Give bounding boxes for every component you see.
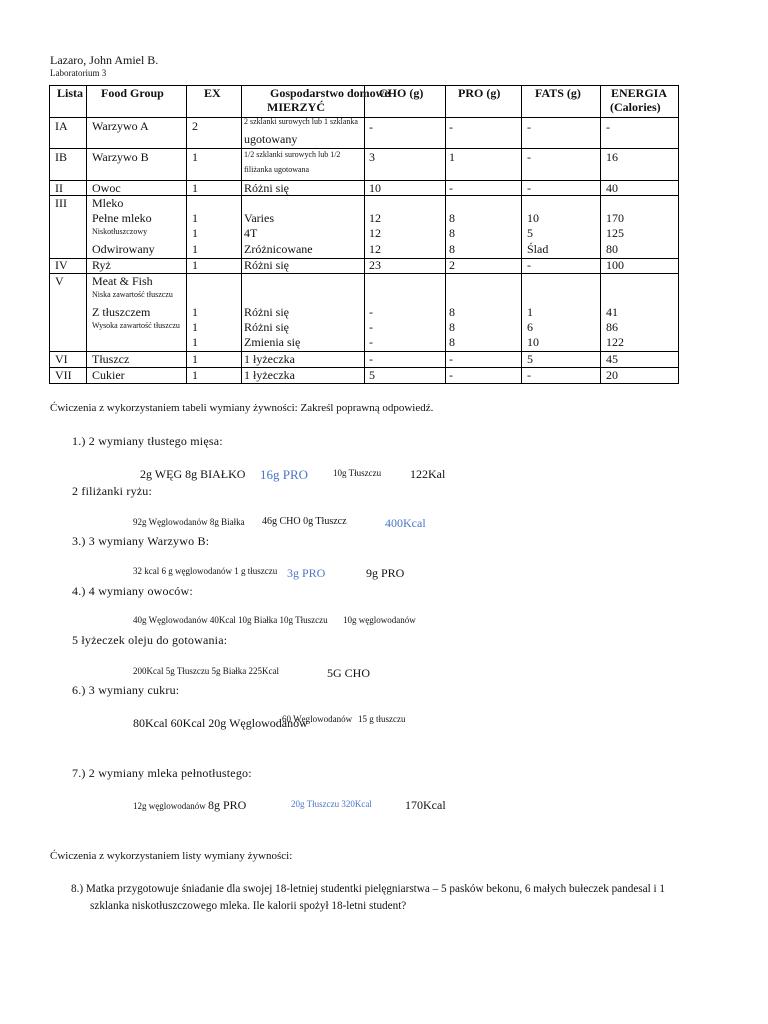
- row-iii-sub3-ex: 1: [192, 242, 198, 256]
- row-ia-measure-small: 2 szklanki surowych lub 1 szklanka: [244, 117, 358, 126]
- row-vi-group: Tłuszcz: [92, 352, 130, 366]
- row-ib-measure-2: filiżanka ugotowana: [244, 165, 310, 174]
- row-v-sub1-cho: -: [369, 305, 373, 319]
- row-ii-cho: 10: [369, 181, 381, 195]
- row-ib-cho: 3: [369, 150, 375, 164]
- question-2: 2 filiżanki ryżu:: [72, 484, 153, 498]
- row-iii-sub3-pro: 8: [449, 242, 455, 256]
- row-iv-measure: Różni się: [244, 258, 289, 272]
- header-energy-1: ENERGIA: [611, 86, 668, 100]
- row-vi-pro: -: [449, 352, 453, 366]
- row-vii-cho: 5: [369, 368, 375, 382]
- row-iv-energy: 100: [606, 258, 624, 272]
- row-vii-ex: 1: [192, 368, 198, 382]
- row-vii-measure: 1 łyżeczka: [244, 368, 295, 382]
- q2-answer-3[interactable]: 400Kcal: [385, 516, 426, 530]
- row-v-sub2-fats: 6: [527, 320, 533, 334]
- row-ia-pro: -: [449, 120, 453, 134]
- row-iii-sub3-cho: 12: [369, 242, 381, 256]
- row-v-group: Meat & Fish: [92, 274, 153, 288]
- row-v-sub1-name: Niska zawartość tłuszczu: [92, 290, 173, 299]
- row-ia-lista: IA: [55, 119, 68, 133]
- question-5: 5 łyżeczek oleju do gotowania:: [72, 633, 228, 647]
- header-household-1: Gospodarstwo domowe: [270, 86, 390, 100]
- question-3: 3.) 3 wymiany Warzywo B:: [72, 534, 210, 548]
- row-v-sub2-pro: 8: [449, 320, 455, 334]
- row-iii-sub1-pro: 8: [449, 211, 455, 225]
- row-vi-energy: 45: [606, 352, 618, 366]
- row-vii-group: Cukier: [92, 368, 125, 382]
- row-iii-sub1-cho: 12: [369, 211, 381, 225]
- header-pro: PRO (g): [458, 86, 501, 100]
- q3-answer-2[interactable]: 3g PRO: [287, 566, 326, 580]
- q7-answer-3[interactable]: 20g Tłuszczu 320Kcal: [291, 799, 372, 809]
- row-vi-ex: 1: [192, 352, 198, 366]
- row-vi-measure: 1 łyżeczka: [244, 352, 295, 366]
- row-v-sub1-measure: Różni się: [244, 305, 289, 319]
- row-ia-measure: ugotowany: [244, 132, 298, 146]
- row-v-sub2-measure: Różni się: [244, 320, 289, 334]
- row-v-sub3-fats: 10: [527, 335, 539, 349]
- header-cho: CHO (g): [379, 86, 424, 100]
- row-v-sub3-ex: 1: [192, 335, 198, 349]
- row-v-sub1-ex: 1: [192, 305, 198, 319]
- row-iv-group: Ryż: [92, 258, 111, 272]
- row-iii-sub3-measure: Zróżnicowane: [244, 242, 313, 256]
- header-food-group: Food Group: [101, 86, 164, 100]
- section-2-instruction: Ćwiczenia z wykorzystaniem listy wymiany żywności:: [50, 850, 293, 862]
- row-ib-measure-1: 1/2 szklanki surowych lub 1/2: [244, 150, 341, 159]
- row-iv-pro: 2: [449, 258, 455, 272]
- row-v-sub3-measure: Zmienia się: [244, 335, 301, 349]
- section-1-instruction: Ćwiczenia z wykorzystaniem tabeli wymiany żywności: Zakreśl poprawną odpowiedź.: [50, 402, 434, 414]
- q5-answer-2[interactable]: 5G CHO: [327, 666, 371, 680]
- row-v-sub3-pro: 8: [449, 335, 455, 349]
- row-iii-sub2-measure: 4T: [244, 226, 258, 240]
- question-7: 7.) 2 wymiany mleka pełnotłustego:: [72, 766, 252, 780]
- row-vi-fats: 5: [527, 352, 533, 366]
- row-ii-measure: Różni się: [244, 181, 289, 195]
- q3-answer-3[interactable]: 9g PRO: [366, 566, 405, 580]
- header-fats: FATS (g): [535, 86, 581, 100]
- q6-answer-3[interactable]: 15 g tłuszczu: [358, 714, 406, 724]
- row-v-sub1-fats: 1: [527, 305, 533, 319]
- row-iii-sub3-energy: 80: [606, 242, 618, 256]
- row-v-sub1-energy: 41: [606, 305, 618, 319]
- header-lista: Lista: [57, 86, 84, 100]
- q2-answer-1[interactable]: 92g Węglowodanów 8g Białka: [133, 517, 245, 527]
- row-iii-sub1-ex: 1: [192, 211, 198, 225]
- row-iii-group: Mleko: [92, 196, 124, 210]
- question-1: 1.) 2 wymiany tłustego mięsa:: [72, 434, 223, 448]
- row-iii-sub2-ex: 1: [192, 226, 198, 240]
- row-iv-cho: 23: [369, 258, 381, 272]
- question-4: 4.) 4 wymiany owoców:: [72, 584, 193, 598]
- row-ia-cho: -: [369, 120, 373, 134]
- lab-label: Laboratorium 3: [50, 68, 107, 78]
- row-iii-sub1-fats: 10: [527, 211, 539, 225]
- row-iii-sub1-name: Pełne mleko: [92, 211, 152, 225]
- student-name: Lazaro, John Amiel B.: [50, 53, 159, 67]
- header-household-2: MIERZYĆ: [267, 100, 326, 114]
- row-ii-energy: 40: [606, 181, 618, 195]
- q4-answer-1[interactable]: 40g Węglowodanów 40Kcal 10g Białka 10g Tłuszczu: [133, 615, 328, 625]
- row-v-lista: V: [55, 274, 64, 288]
- row-iii-sub2-energy: 125: [606, 226, 624, 240]
- row-v-sub3-cho: -: [369, 335, 373, 349]
- row-vi-cho: -: [369, 352, 373, 366]
- row-iii-sub2-name: Niskotłuszczowy: [92, 227, 148, 236]
- header-ex: EX: [204, 86, 221, 100]
- row-iii-sub2-pro: 8: [449, 226, 455, 240]
- row-v-sub1-pro: 8: [449, 305, 455, 319]
- q4-answer-2[interactable]: 10g węglowodanów: [343, 615, 416, 625]
- row-ib-group: Warzywo B: [92, 150, 149, 164]
- q1-answer-3[interactable]: 10g Tłuszczu: [333, 468, 382, 478]
- row-ib-ex: 1: [192, 150, 198, 164]
- row-ib-lista: IB: [55, 150, 67, 164]
- row-ii-ex: 1: [192, 181, 198, 195]
- row-iii-lista: III: [55, 196, 67, 210]
- q7-answer-4[interactable]: 170Kcal: [405, 798, 446, 812]
- row-vii-energy: 20: [606, 368, 618, 382]
- row-iv-lista: IV: [55, 258, 68, 272]
- row-v-sub2-energy: 86: [606, 320, 618, 334]
- row-ia-energy: -: [606, 120, 610, 134]
- row-vii-pro: -: [449, 368, 453, 382]
- row-iv-ex: 1: [192, 258, 198, 272]
- q1-answer-2[interactable]: 16g PRO: [260, 467, 309, 482]
- row-ib-fats: -: [527, 150, 531, 164]
- row-iii-sub2-cho: 12: [369, 226, 381, 240]
- q7-answer-1[interactable]: 12g węglowodanów: [133, 801, 206, 811]
- row-vii-fats: -: [527, 368, 531, 382]
- q6-answer-2[interactable]: 60 Węglowodanów: [282, 714, 353, 724]
- row-iii-sub3-fats: Ślad: [527, 242, 549, 256]
- row-ib-pro: 1: [449, 150, 455, 164]
- row-iii-sub1-energy: 170: [606, 211, 624, 225]
- row-vi-lista: VI: [55, 352, 68, 366]
- food-exchange-table: [49, 85, 679, 384]
- row-ii-fats: -: [527, 181, 531, 195]
- q5-answer-1[interactable]: 200Kcal 5g Tłuszczu 5g Białka 225Kcal: [133, 666, 280, 676]
- header-energy-2: (Calories): [610, 100, 661, 114]
- row-iii-sub2-fats: 5: [527, 226, 533, 240]
- q7-answer-2[interactable]: 8g PRO: [208, 798, 247, 812]
- row-v-sub2-name: Z tłuszczem: [92, 305, 151, 319]
- row-v-sub3-name: Wysoka zawartość tłuszczu: [92, 321, 180, 330]
- row-ia-ex: 2: [192, 119, 198, 133]
- row-v-sub3-energy: 122: [606, 335, 624, 349]
- question-8-line-1: 8.) Matka przygotowuje śniadanie dla swojej 18-letniej studentki pielęgniarstwa – 5 pasków bekonu, 6 małych bułeczek pandesal i 1: [71, 883, 666, 895]
- row-iv-fats: -: [527, 258, 531, 272]
- question-6: 6.) 3 wymiany cukru:: [72, 683, 180, 697]
- q6-answer-1[interactable]: 80Kcal 60Kcal 20g Węglowodanów: [133, 716, 308, 730]
- row-v-sub2-cho: -: [369, 320, 373, 334]
- row-iii-sub1-measure: Varies: [244, 211, 274, 225]
- row-iii-sub3-name: Odwirowany: [92, 242, 155, 256]
- row-vii-lista: VII: [55, 368, 72, 382]
- row-ia-group: Warzywo A: [92, 119, 149, 133]
- q1-answer-4[interactable]: 122Kal: [410, 467, 446, 481]
- row-ia-fats: -: [527, 120, 531, 134]
- q1-answer-1[interactable]: 2g WĘG 8g BIAŁKO: [140, 467, 246, 481]
- q3-answer-1[interactable]: 32 kcal 6 g węglowodanów 1 g tłuszczu: [133, 566, 278, 576]
- row-ii-lista: II: [55, 181, 63, 195]
- row-ii-pro: -: [449, 181, 453, 195]
- row-ii-group: Owoc: [92, 181, 121, 195]
- row-v-sub2-ex: 1: [192, 320, 198, 334]
- row-ib-energy: 16: [606, 150, 618, 164]
- q2-answer-2[interactable]: 46g CHO 0g Tłuszcz: [262, 516, 347, 527]
- question-8-line-2: szklanka niskotłuszczowego mleka. Ile kalorii spożył 18-letni student?: [90, 900, 407, 912]
